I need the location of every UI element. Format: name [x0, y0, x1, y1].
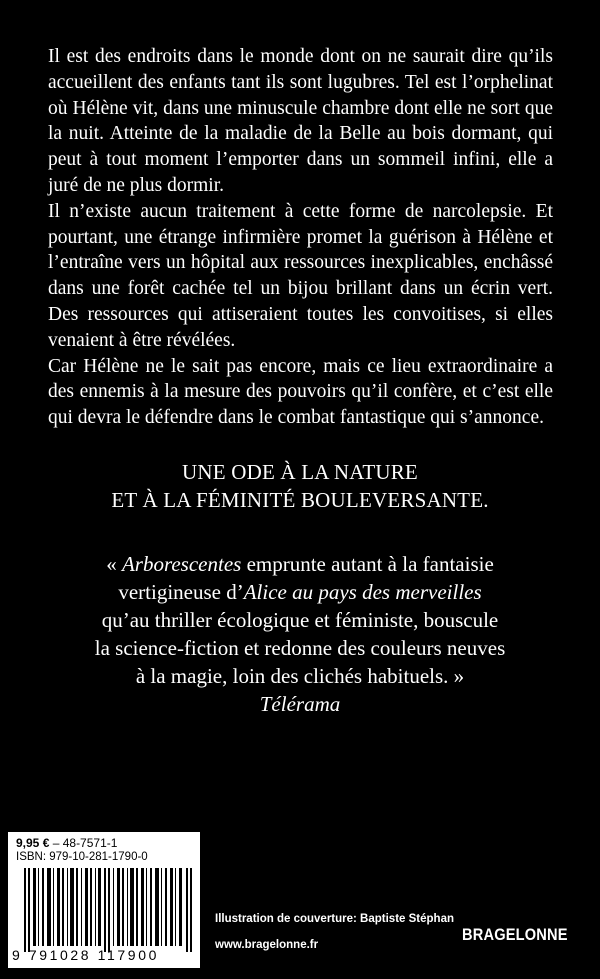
publisher-logo: BRAGELONNE: [462, 925, 568, 944]
quote-line-3: qu’au thriller écologique et féministe, bouscule: [101, 608, 499, 632]
quote-source: Télérama: [259, 692, 341, 716]
tagline-line-1: UNE ODE À LA NATURE: [182, 460, 418, 484]
quote-text-2: vertigineuse d’: [118, 580, 244, 604]
quote-book-title: Arborescentes: [121, 552, 242, 576]
quote-reference: Alice au pays des merveilles: [243, 580, 482, 604]
summary-paragraph-2: Il n’existe aucun traitement à cette forme de narcolepsie. Et pourtant, une étrange infirmière promet la guérison à Hélène et l’entraîne vers un hôpital aux ressources inexplicables, enchâssé dans une forêt cachée tel un bijou brillant dans un écrin vert. Des ressources qui attiseraient toutes les convoitises, si elles venaient à être révélées.: [48, 200, 553, 351]
quote-line-4: la science-fiction et redonne des couleurs neuves: [94, 636, 506, 660]
isbn: ISBN: 979-10-281-1790-0: [16, 851, 148, 863]
press-quote: [40, 550, 560, 718]
product-code: – 48-7571-1: [49, 836, 118, 850]
tagline: [40, 458, 560, 514]
quote-line-1: [40, 550, 560, 578]
cover-illustration-credit: Illustration de couverture: Baptiste Stéphan: [215, 913, 454, 925]
quote-open: «: [106, 552, 122, 576]
barcode-image: [24, 868, 194, 952]
barcode-box: [8, 832, 200, 968]
back-cover-summary: [48, 44, 553, 431]
price: 9,95 €: [16, 836, 50, 850]
quote-text-1: emprunte autant à la fantaisie: [241, 552, 494, 576]
publisher-website: www.bragelonne.fr: [215, 939, 319, 951]
quote-line-2: [40, 578, 560, 606]
summary-paragraph-1: Il est des endroits dans le monde dont on ne saurait dire qu’ils accueillent des enfants tant ils sont lugubres. Tel est l’orphelinat où Hélène vit, dans une minuscule chambre dont elle ne sort que la nuit. Atteinte de la maladie de la Belle au bois dormant, qui peut à tout moment l’emporter dans un sommeil infini, elle a juré de ne plus dormir.: [48, 46, 553, 196]
tagline-line-2: ET À LA FÉMINITÉ BOULEVERSANTE.: [111, 488, 489, 512]
barcode-digits: 9 791028 117900: [12, 947, 159, 963]
summary-paragraph-3: Car Hélène ne le sait pas encore, mais ce lieu extraordinaire a des ennemis à la mesure des pouvoirs qu’il confère, et c’est elle qui devra le défendre dans le combat fantastique qui s’annonce.: [48, 355, 553, 429]
quote-line-5: à la magie, loin des clichés habituels. »: [135, 664, 465, 688]
price-line: [16, 836, 117, 850]
